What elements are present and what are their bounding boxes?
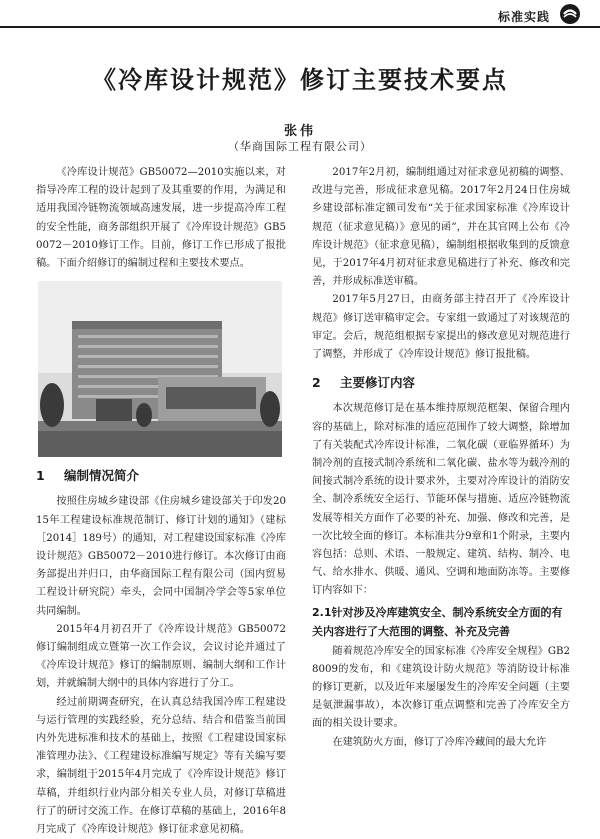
header-rule <box>0 26 600 28</box>
article-author: 张伟 <box>283 124 316 139</box>
subsection-heading-2-1: 2.1针对涉及冷库建筑安全、制冷系统安全方面的有关内容进行了大范围的调整、补充及完善 <box>312 605 563 638</box>
paragraph: 2017年5月27日，由商务部主持召开了《冷库设计规范》修订送审稿审定会。专家组一致通过了对该规范的审定。会后，规范组根据专家提出的修改意见对规范进行了调整，并形成了《冷库设计规范》修订报批稿。 <box>312 294 570 361</box>
section-number-2: 2 <box>312 375 321 391</box>
paragraph: 按照住房城乡建设部《住房城乡建设部关于印发2015年工程建设标准规范制订、修订计划的通知》（建标［2014］189号）的通知，对工程建设国家标准《冷库设计规范》GB50072－2010进行修订。本次修订由商务部提出并归口，由华商国际工程有限公司（国内贸易工程设计研究院）牵头，会同中国制冷学会等5家单位共同编制。 <box>36 496 286 617</box>
article-affiliation: （华商国际工程有限公司） <box>228 140 372 153</box>
right-column <box>312 164 570 752</box>
paragraph: 2017年2月初，编制组通过对征求意见初稿的调整、改进与完善，形成征求意见稿。2017年2月24日住房城乡建设部标准定额司发布“关于征求国家标准《冷库设计规范（征求意见稿）》意见的函”，并在其官网上公布《冷库设计规范》（征求意见稿），编制组根据收集到的反馈意见，于2017年4月初对征求意见稿进行了补充、修改和完善，并形成标准送审稿。 <box>312 167 570 288</box>
paragraph: 在建筑防火方面，修订了冷库冷藏间的最大允许 <box>332 736 547 748</box>
journal-logo-icon <box>558 3 582 25</box>
article-title: 《冷库设计规范》修订主要技术要点 <box>92 66 508 94</box>
paragraph: 2015年4月初召开了《冷库设计规范》GB50072修订编制组成立暨第一次工作会议，会议讨论并通过了《冷库设计规范》修订的编制原则、编制大纲和工作计划，并就编制大纲中的具体内容进行了分工。 <box>36 623 286 690</box>
section-heading-2 <box>312 374 570 392</box>
paragraph: 随着规范冷库安全的国家标准《冷库安全规程》GB28009的发布，和《建筑设计防火规范》等消防设计标准的修订更新，以及近年来屡屡发生的冷库安全问题（主要是氨泄漏事故），本次修订重点调整和完善了冷库安全方面的相关设计要求。 <box>312 645 570 730</box>
paragraph: 经过前期调查研究，在认真总结我国冷库工程建设与运行管理的实践经验，充分总结、结合和借鉴当前国内外先进标准和技术的基础上，按照《工程建设国家标准管理办法》、《工程建设标准编写规定》等有关编写要求，编制组于2015年4月完成了《冷库设计规范》修订草稿，并组织行业内部分相关专业人员，对修订草稿进行了的研讨交流工作。在修订草稿的基础上，2016年8月完成了《冷库设计规范》修订征求意见初稿。 <box>36 696 286 836</box>
section-title-2: 主要修订内容 <box>340 375 416 391</box>
building-photo <box>38 281 282 457</box>
left-column <box>36 164 286 839</box>
section-title-1: 编制情况简介 <box>64 468 140 484</box>
section-tag: 标准实践 <box>497 10 550 24</box>
paragraph: 本次规范修订是在基本维持原规范框架、保留合理内容的基础上，除对标准的适应范围作了较大调整，除增加了有关装配式冷库设计标准，二氧化碳（亚临界循环）为制冷剂的直接式制冷系统和二氧化碳、盐水等为载冷剂的间接式制冷系统的设计要求外，主要对冷库设计的消防安全、制冷系统安全运行、节能环保与措施、适应冷链物流发展等相关方面作了必要的补充、加强、修改和完善，是一次比较全面的修订。本标准共分9章和1个附录，主要内容包括：总则、术语、一般规定、建筑、结构、制冷、电气、给水排水、供暖、通风、空调和地面防冻等。主要修订内容如下： <box>312 403 570 597</box>
intro-paragraph: 《冷库设计规范》GB50072—2010实施以来，对指导冷库工程的设计起到了及其重要的作用，为满足和适用我国冷链物流领域高速发展，进一步提高冷库工程的安全性能，商务部组织开展了《冷库设计规范》GB50072－2010修订工作。目前，修订工作已形成了报批稿。下面介绍修订的编制过程和主要技术要点。 <box>36 167 286 270</box>
section-number-1: 1 <box>36 468 45 484</box>
journal-header <box>0 0 600 30</box>
section-heading-1 <box>36 467 286 485</box>
